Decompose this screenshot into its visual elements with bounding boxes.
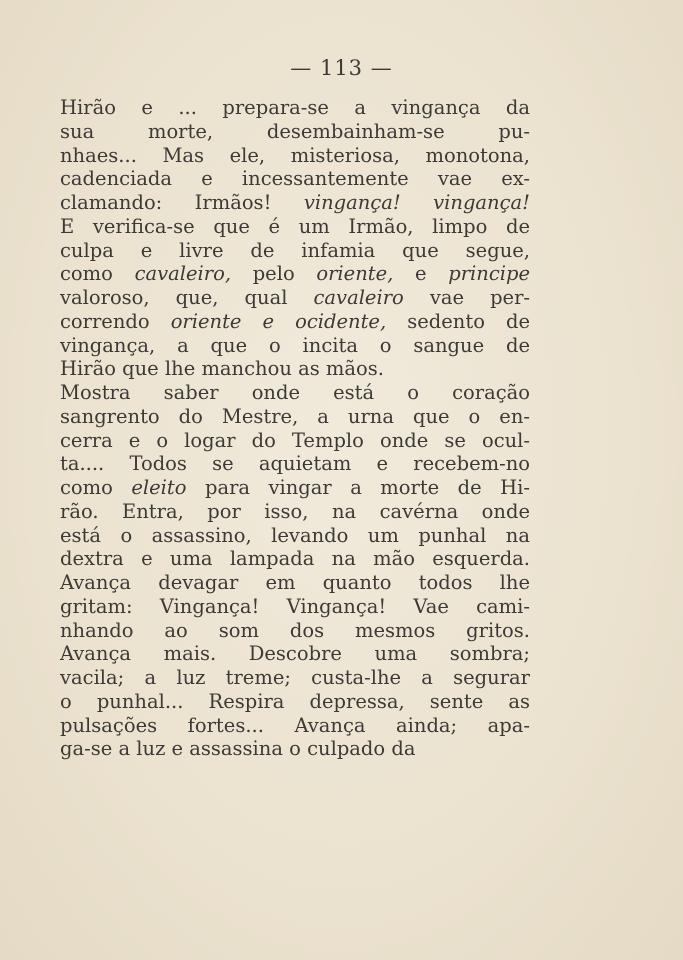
italic-text: vingança! vingança! [303,191,530,214]
text-line [60,452,530,476]
text-segment: sedento de [386,309,531,333]
text-segment: Hirão e ... prepara-se a vingança da [60,96,530,119]
text-segment: pelo [231,262,317,286]
page-number: — 113 — [290,56,393,80]
italic-text: principe [448,262,530,286]
text-segment: correndo [60,309,171,333]
text-line [60,191,530,215]
text-segment: o punhal... Respira depressa, sente as [60,689,530,713]
text-line [60,429,530,453]
text-line [60,500,530,524]
text-segment: clamando: Irmãos! [60,191,304,214]
text-segment: rão. Entra, por isso, na cavérna onde [60,499,530,523]
text-line [60,690,530,714]
text-line [60,262,530,286]
italic-text: cavaleiro, [134,262,232,286]
text-segment: Avança devagar em quanto todos lhe [60,571,530,594]
text-segment: como [60,476,132,499]
text-segment: como [60,262,135,286]
text-line [60,547,530,571]
text-line [60,167,530,191]
text-line [60,215,530,239]
text-line [60,524,530,548]
text-segment: ga-se a luz e assassina o culpado da [60,737,416,761]
text-segment: ta.... Todos se aquietam e recebem-no [60,452,530,476]
text-line [60,357,530,381]
text-segment: cadenciada e incessantemente vae ex- [60,167,530,191]
text-segment: Hirão que lhe manchou as mãos. [60,357,384,381]
italic-text: oriente e ocidente, [170,309,387,333]
text-line [60,476,530,500]
text-segment: para vingar a morte de Hi- [186,476,530,499]
text-segment: valoroso, que, qual [60,286,314,309]
italic-text: oriente, [316,262,394,286]
text-segment: E verifica-se que é um Irmão, limpo de [60,214,530,238]
text-segment: pulsações fortes... Avança ainda; apa- [60,713,530,737]
text-line [60,595,530,619]
text-segment: sangrento do Mestre, a urna que o en- [60,404,530,428]
text-segment: nhaes... Mas ele, misteriosa, monotona, [60,143,530,167]
text-line [60,286,530,310]
italic-text: eleito [131,476,187,499]
text-line [60,405,530,429]
text-line [60,96,530,120]
text-line [60,310,530,334]
text-segment: gritam: Vingança! Vingança! Vae cami- [60,594,530,618]
text-line [60,120,530,144]
text-line [60,571,530,595]
text-line [60,714,530,738]
text-segment: vacila; a luz treme; custa-lhe a segurar [60,666,530,689]
text-segment: vae per- [403,286,531,309]
text-line [60,381,530,405]
text-segment: dextra e uma lampada na mão esquerda. [60,547,530,571]
text-line [60,642,530,666]
italic-text: cavaleiro [313,286,404,309]
text-segment: Avança mais. Descobre uma sombra; [60,642,530,666]
text-line [60,239,530,263]
body-text [60,96,530,761]
text-segment: sua morte, desembainham-se pu- [60,119,530,143]
text-line [60,619,530,643]
text-segment: cerra e o logar do Templo onde se ocul- [60,428,530,452]
text-segment: vingança, a que o incita o sangue de [60,333,530,357]
text-line [60,144,530,168]
text-line [60,666,530,690]
text-segment: Mostra saber onde está o coração [60,381,530,404]
text-segment: está o assassino, levando um punhal na [60,523,530,547]
text-line [60,737,530,761]
text-segment: e [393,262,449,286]
text-line [60,334,530,358]
text-segment: culpa e livre de infamia que segue, [60,238,530,262]
text-segment: nhando ao som dos mesmos gritos. [60,618,530,642]
